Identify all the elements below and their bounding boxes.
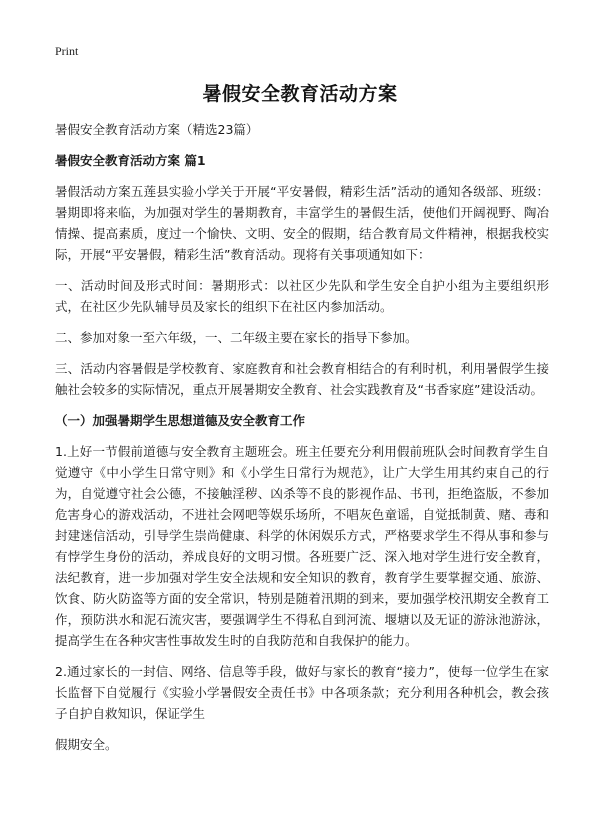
paragraph-participants: 二、参加对象一至六年级，一、二年级主要在家长的指导下参加。 [55,330,418,345]
paragraph-item-2-continued: 假期安全。 [55,737,118,752]
section-heading: 暑假安全教育活动方案 篇1 [55,153,206,168]
sub-heading: （一）加强暑期学生思想道德及安全教育工作 [55,413,306,428]
paragraph-item-2: 2.通过家长的一封信、网络、信息等手段，做好与家长的教育“接力”，使每一位学生在家长监督下自觉履行《实验小学暑假安全责任书》中各项条款；充分利用各种机会，教会孩子自护自救知识，保证学生 [55,664,549,721]
document-body [55,119,549,765]
paragraph-intro: 暑假活动方案五莲县实验小学关于开展“平安暑假，精彩生活”活动的通知各级部、班级：暑期即将来临，为加强对学生的暑期教育，丰富学生的暑假生活，使他们开阔视野、陶冶情操、提高素质，度过一个愉快、文明、安全的假期，结合教育局文件精神，根据我校实际，开展“平安暑假，精彩生活”教育活动。现将有关事项通知如下： [55,184,549,262]
paragraph-activity-time: 一、活动时间及形式时间：暑期形式：以社区少先队和学生安全自护小组为主要组织形式，在社区少先队辅导员及家长的组织下在社区内参加活动。 [55,278,549,314]
print-label: Print [55,44,79,58]
paragraph-item-1: 1.上好一节假前道德与安全教育主题班会。班主任要充分利用假前班队会时间教育学生自觉遵守《中小学生日常守则》和《小学生日常行为规范》，让广大学生用其约束自己的行为，自觉遵守社会公德，不接触淫秽、凶杀等不良的影视作品、书刊，拒绝盗版，不参加危害身心的游戏活动，不进社会网吧等娱乐场所，不唱灰色童谣，自觉抵制黄、赌、毒和封建迷信活动，引导学生崇尚健康、科学的休闲娱乐方式，严格要求学生不得从事和参与有悖学生身份的活动，养成良好的文明习惯。各班要广泛、深入地对学生进行安全教育，法纪教育，进一步加强对学生安全法规和安全知识的教育，教育学生要掌握交通、旅游、饮食、防火防盗等方面的安全常识，特别是随着汛期的到来，要加强学校汛期安全教育工作，预防洪水和泥石流灾害，要强调学生不得私自到河流、堰塘以及无证的游泳池游泳，提高学生在各种灾害性事故发生时的自我防范和自我保护的能力。 [55,444,549,648]
paragraph-activity-content: 三、活动内容暑假是学校教育、家庭教育和社会教育相结合的有利时机，利用暑假学生接触社会较多的实际情况，重点开展暑期安全教育、社会实践教育及“书香家庭”建设活动。 [55,361,549,397]
document-subtitle: 暑假安全教育活动方案（精选23篇） [55,122,259,137]
document-title: 暑假安全教育活动方案 [202,83,398,105]
